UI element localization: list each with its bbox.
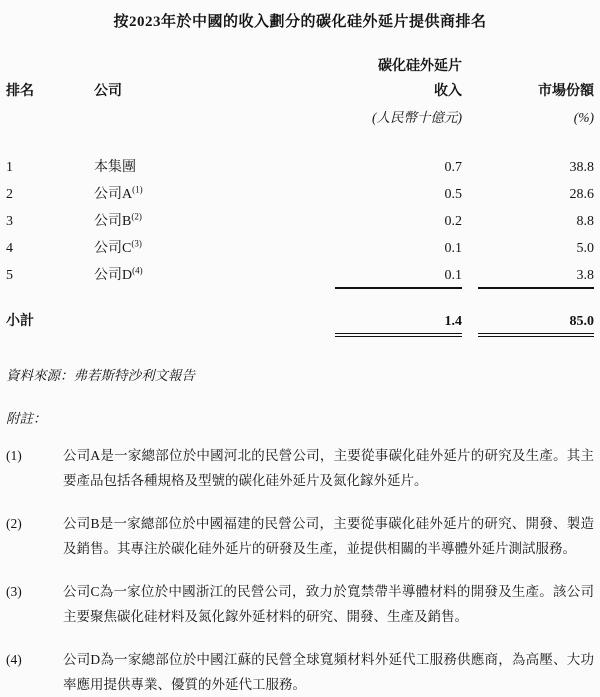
table-row: [6, 156, 594, 183]
header-revenue: 收入: [434, 84, 462, 99]
page-title: 按2023年於中國的收入劃分的碳化硅外延片提供商排名: [113, 14, 487, 30]
note-ref: (2): [131, 211, 142, 222]
share-cell: 5.0: [576, 241, 594, 256]
header-revenue-unit: (人民幣十億元): [372, 110, 462, 125]
revenue-cell: 0.2: [444, 214, 462, 229]
company-cell: 公司D$^{(4)}$: [94, 265, 143, 283]
revenue-cell: 0.7: [444, 160, 462, 175]
table-header-row-units: [6, 106, 594, 126]
footnote: [6, 443, 594, 493]
note-ref: (4): [132, 265, 143, 276]
subtotal-revenue: 1.4: [312, 314, 462, 337]
header-share-unit: (%): [573, 110, 594, 125]
rank-cell: 5: [6, 268, 13, 283]
revenue-cell: 0.1: [312, 268, 462, 289]
footnotes: [6, 443, 594, 697]
subtotal-label: 小計: [6, 314, 34, 329]
header-revenue-group: 碳化硅外延片: [378, 59, 462, 74]
ranking-table: [6, 55, 594, 337]
note-ref: (3): [131, 238, 142, 249]
company-cell: 本集團: [94, 160, 136, 175]
footnote-number: (2): [6, 516, 22, 531]
company-cell: 公司A$^{(1)}$: [94, 184, 143, 202]
table-row: [6, 183, 594, 210]
table-row: [6, 210, 594, 237]
footnote-text: 公司A是一家總部位於中國河北的民營公司，主要從事碳化硅外延片的研究及生產。其主要產品包括各種規格及型號的碳化硅外延片及氮化鎵外延片。: [63, 448, 594, 488]
share-cell: 28.6: [569, 187, 594, 202]
table-body: [6, 156, 594, 337]
company-cell: 公司B$^{(2)}$: [94, 211, 142, 229]
revenue-cell: 0.5: [444, 187, 462, 202]
header-company: 公司: [94, 84, 122, 99]
rank-cell: 2: [6, 187, 13, 202]
source-note: 資料來源：弗若斯特沙利文報告: [6, 368, 195, 383]
rank-cell: 1: [6, 160, 13, 175]
footnote-text: 公司D為一家總部位於中國江蘇的民營全球寬頻材料外延代工服務供應商，為高壓、大功率應用提供專業、優質的外延代工服務。: [63, 652, 594, 692]
table-header-row-group: [6, 55, 594, 75]
header-rank: 排名: [6, 84, 34, 99]
share-cell: 8.8: [576, 214, 594, 229]
notes-label: 附註：: [6, 411, 47, 426]
table-row: [6, 264, 594, 291]
company-cell: 公司C$^{(3)}$: [94, 238, 142, 256]
rank-cell: 4: [6, 241, 13, 256]
subtotal-share: 85.0: [462, 314, 594, 337]
footnote: [6, 579, 594, 629]
revenue-cell: 0.1: [444, 241, 462, 256]
footnote: [6, 511, 594, 561]
note-ref: (1): [132, 184, 143, 195]
footnote-number: (1): [6, 448, 22, 463]
header-share: 市場份額: [538, 84, 594, 99]
footnote-number: (3): [6, 584, 22, 599]
table-row: [6, 237, 594, 264]
footnote: [6, 647, 594, 697]
share-cell: 38.8: [569, 160, 594, 175]
rank-cell: 3: [6, 214, 13, 229]
footnote-number: (4): [6, 652, 22, 667]
share-cell: 3.8: [462, 268, 594, 289]
subtotal-row: [6, 310, 594, 337]
footnote-text: 公司C為一家位於中國浙江的民營公司，致力於寬禁帶半導體材料的開發及生產。該公司主要聚焦碳化硅材料及氮化鎵外延材料的研究、開發、生產及銷售。: [63, 584, 594, 624]
table-header-row-main: [6, 80, 594, 100]
footnote-text: 公司B是一家總部位於中國福建的民營公司，主要從事碳化硅外延片的研究、開發、製造及銷售。其專注於碳化硅外延片的研發及生產，並提供相關的半導體外延片測試服務。: [63, 516, 594, 556]
